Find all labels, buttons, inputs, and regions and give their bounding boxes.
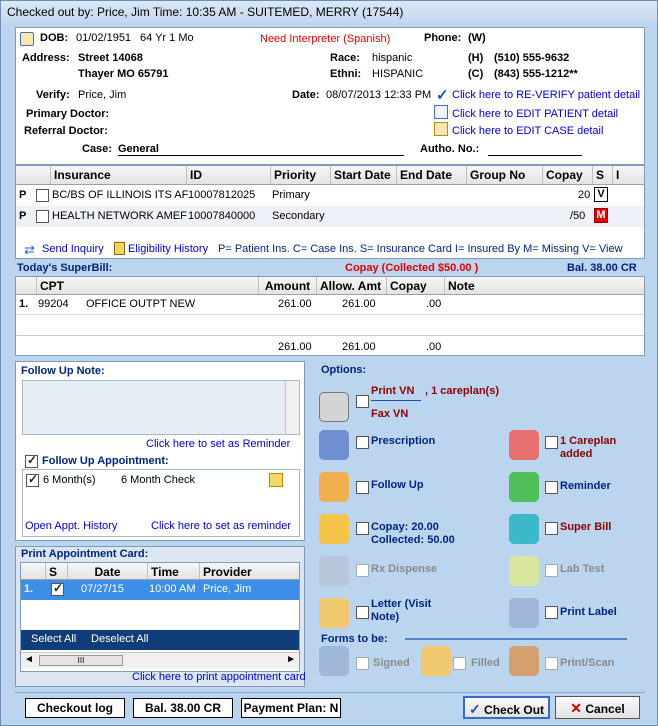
followup-note-scrollbar[interactable] [285, 381, 299, 434]
race-value: hispanic [372, 52, 413, 64]
open-appt-history-link[interactable]: Open Appt. History [25, 520, 118, 532]
footer-balance: Bal. 38.00 CR [133, 698, 233, 718]
race-label: Race: [330, 52, 360, 64]
insurance-priority: Secondary [272, 210, 325, 222]
print-card-panel [15, 546, 305, 687]
print-appointment-card-link[interactable]: Click here to print appointment card [132, 671, 306, 683]
insurance-card-view-badge[interactable]: V [594, 187, 608, 202]
fax-vn-label: Fax VN [371, 408, 409, 420]
letter-icon [319, 598, 349, 628]
follow-up-icon [319, 472, 349, 502]
scroll-thumb[interactable]: III [39, 655, 123, 666]
phone-label: Phone: [424, 32, 462, 44]
letter-label-line2: Note) [371, 611, 400, 623]
address-line2: Thayer MO 65791 [78, 68, 169, 80]
print-scan-label: Print/Scan [560, 657, 615, 669]
print-card-row-num: 1. [24, 583, 34, 595]
col-priority[interactable]: Priority [270, 166, 330, 184]
superbill-copay: Copay (Collected $50.00 ) [345, 262, 479, 274]
superbill-header [16, 277, 644, 295]
copay-collected: Collected: 50.00 [371, 534, 455, 546]
col-start-date[interactable]: Start Date [330, 166, 396, 184]
col-amount[interactable]: Amount [258, 277, 316, 294]
print-vn-label: Print VN [371, 385, 415, 397]
insurance-id: 10007812025 [188, 189, 256, 201]
dob-value: 01/02/1951 [76, 32, 132, 44]
forms-divider [405, 638, 627, 640]
edit-case-icon [434, 122, 448, 136]
col-superbill-copay[interactable]: Copay [386, 277, 444, 294]
insurance-panel [15, 165, 645, 259]
date-value: 08/07/2013 12:33 PM [326, 89, 432, 101]
age-value: 64 Yr 1 Mo [140, 32, 194, 44]
phone-c-value: (843) 555-1212** [494, 68, 578, 80]
patient-icon [20, 32, 34, 46]
phone-h-label: (H) [468, 52, 484, 64]
reminder-checkbox[interactable] [545, 481, 558, 494]
superbill-copay-value: .00 [426, 298, 442, 310]
phone-type: (W) [468, 32, 486, 44]
referral-doctor-label: Referral Doctor: [24, 125, 108, 137]
insurance-row-p: P [19, 210, 27, 222]
col-cpt[interactable]: CPT [36, 277, 258, 294]
check-out-label: Check Out [484, 703, 545, 717]
select-all-link[interactable]: Select All [31, 633, 77, 645]
col-card-date[interactable]: Date [67, 563, 147, 579]
insurance-row-checkbox[interactable] [36, 210, 49, 223]
vn-divider [371, 400, 421, 401]
print-card-hscrollbar[interactable] [21, 652, 299, 668]
print-card-provider: Price, Jim [203, 583, 252, 595]
followup-note-title: Follow Up Note: [21, 365, 105, 377]
cancel-label: Cancel [585, 702, 625, 716]
print-card-header [21, 563, 299, 580]
col-s[interactable]: S [592, 166, 612, 184]
superbill-title: Today's SuperBill: [17, 262, 113, 274]
insurance-card-missing-badge[interactable]: M [594, 208, 608, 223]
set-reminder-link[interactable]: Click here to set as Reminder [146, 438, 291, 450]
reverify-link[interactable]: Click here to RE-VERIFY patient detail [452, 89, 641, 101]
col-insurance[interactable]: Insurance [50, 166, 186, 184]
print-card-grid [20, 562, 300, 672]
prescription-checkbox[interactable] [356, 436, 369, 449]
follow-up-checkbox[interactable] [356, 481, 369, 494]
insurance-legend: P= Patient Ins. C= Case Ins. S= Insurance Card I= Insured By M= Missing V= View [218, 243, 623, 255]
prescription-icon [319, 430, 349, 460]
insurance-id: 10007840000 [188, 210, 256, 222]
col-card-provider[interactable]: Provider [199, 563, 299, 579]
superbill-desc: OFFICE OUTPT NEW [86, 298, 196, 310]
case-label: Case: [82, 143, 112, 155]
copay-icon [319, 514, 349, 544]
followup-desc: 6 Month Check [121, 474, 195, 486]
deselect-all-link[interactable]: Deselect All [91, 633, 149, 645]
interpreter-note: Need Interpreter (Spanish) [260, 33, 391, 45]
col-note[interactable]: Note [444, 277, 644, 294]
date-label: Date: [292, 89, 320, 101]
case-value[interactable]: General [118, 143, 404, 156]
followup-period: 6 Month(s) [43, 474, 96, 486]
insurance-name: HEALTH NETWORK AMEF [52, 210, 187, 222]
cancel-button[interactable] [555, 696, 640, 719]
print-scan-icon [509, 646, 539, 676]
checkout-log-button[interactable]: Checkout log [25, 698, 125, 718]
col-end-date[interactable]: End Date [396, 166, 466, 184]
super-bill-label: Super Bill [560, 521, 612, 533]
col-copay[interactable]: Copay [542, 166, 592, 184]
followup-note-textarea[interactable] [22, 380, 300, 435]
print-card-header-spacer [21, 563, 45, 579]
superbill-row[interactable] [16, 295, 644, 315]
primary-doctor-label: Primary Doctor: [26, 108, 110, 120]
print-card-row[interactable] [21, 580, 299, 600]
superbill-allow: 261.00 [342, 298, 376, 310]
filled-checkbox [453, 657, 466, 670]
careplans-count: , 1 careplan(s) [425, 385, 499, 397]
checkmark-icon: ✓ [436, 87, 449, 104]
address-label: Address: [22, 52, 70, 64]
col-id[interactable]: ID [186, 166, 270, 184]
rx-dispense-icon [319, 556, 349, 586]
reminder-label: Reminder [560, 480, 611, 492]
window-title: Checked out by: Price, Jim Time: 10:35 AM - SUITEMED, MERRY (17544) [1, 1, 657, 23]
eligibility-history-link[interactable]: Eligibility History [128, 243, 209, 255]
filled-icon [421, 646, 451, 676]
insurance-header-spacer [16, 166, 50, 184]
superbill-totals [16, 335, 644, 355]
select-bar [21, 630, 299, 650]
followup-appt-checkbox[interactable] [25, 455, 38, 468]
col-group-no[interactable]: Group No [466, 166, 542, 184]
lab-test-checkbox [545, 564, 558, 577]
calendar-icon[interactable] [269, 473, 283, 487]
verify-label: Verify: [36, 89, 70, 101]
edit-patient-icon [434, 105, 448, 119]
followup-period-checkbox[interactable] [26, 474, 39, 487]
signed-label: Signed [373, 657, 410, 669]
rx-dispense-checkbox [356, 564, 369, 577]
superbill-grid [15, 276, 645, 356]
superbill-total-amount: 261.00 [278, 341, 312, 353]
send-inquiry-icon: ⇄ [24, 242, 35, 257]
print-card-row-checkbox[interactable] [51, 583, 64, 596]
print-card-time: 10:00 AM [149, 583, 196, 595]
edit-patient-link[interactable]: Click here to EDIT PATIENT detail [452, 108, 619, 120]
insurance-row-checkbox[interactable] [36, 189, 49, 202]
careplan-added-line1: 1 Careplan [560, 435, 617, 447]
payment-plan-status: Payment Plan: N [241, 698, 341, 718]
options-title: Options: [321, 364, 367, 376]
insurance-copay: /50 [570, 210, 586, 222]
print-label-icon [509, 598, 539, 628]
lab-test-icon [509, 556, 539, 586]
set-appt-reminder-link[interactable]: Click here to set as reminder [151, 520, 291, 532]
print-card-title: Print Appointment Card: [21, 548, 149, 560]
phone-h-value: (510) 555-9632 [494, 52, 570, 64]
superbill-cpt: 99204 [38, 298, 69, 310]
ethni-value: HISPANIC [372, 68, 424, 80]
check-out-button[interactable] [463, 696, 550, 719]
address-line1: Street 14068 [78, 52, 143, 64]
insurance-priority: Primary [272, 189, 310, 201]
filled-label: Filled [471, 657, 500, 669]
superbill-total-copay: .00 [426, 341, 442, 353]
superbill-balance: Bal. 38.00 CR [567, 262, 637, 274]
insurance-copay: 20 [578, 189, 591, 201]
prescription-label: Prescription [371, 435, 436, 447]
print-label-label: Print Label [560, 606, 617, 618]
insurance-row[interactable] [16, 185, 644, 206]
followup-appt-box [22, 469, 300, 537]
col-card-s[interactable]: S [45, 563, 67, 579]
col-i[interactable]: I [612, 166, 644, 184]
careplan-added-line2: added [560, 448, 593, 460]
scroll-right-icon[interactable]: ► [286, 654, 296, 665]
verify-value: Price, Jim [78, 89, 127, 101]
col-card-time[interactable]: Time [147, 563, 199, 579]
edit-case-link[interactable]: Click here to EDIT CASE detail [452, 125, 604, 137]
careplan-icon [509, 430, 539, 460]
print-label-checkbox[interactable] [545, 606, 558, 619]
reminder-icon [509, 472, 539, 502]
super-bill-checkbox[interactable] [545, 522, 558, 535]
super-bill-icon [509, 514, 539, 544]
autho-field[interactable] [488, 155, 582, 156]
careplan-checkbox[interactable] [545, 436, 558, 449]
rx-dispense-label: Rx Dispense [371, 563, 438, 575]
letter-checkbox[interactable] [356, 606, 369, 619]
cancel-icon: ✕ [570, 700, 583, 716]
followup-panel [15, 361, 305, 541]
scroll-left-icon[interactable]: ◄ [24, 654, 34, 665]
superbill-row-num: 1. [19, 298, 29, 310]
print-card-date: 07/27/15 [81, 583, 124, 595]
superbill-amount: 261.00 [278, 298, 312, 310]
copay-amount: Copay: 20.00 [371, 521, 439, 533]
forms-title: Forms to be: [321, 633, 388, 645]
patient-panel [15, 27, 645, 165]
print-vn-checkbox[interactable] [356, 395, 369, 408]
send-inquiry-link[interactable]: Send Inquiry [42, 243, 104, 255]
superbill-total-allow: 261.00 [342, 341, 376, 353]
insurance-header [16, 166, 644, 185]
autho-label: Autho. No.: [420, 143, 480, 155]
superbill-header-spacer [16, 277, 36, 294]
col-allow-amt[interactable]: Allow. Amt [316, 277, 386, 294]
followup-appt-title: Follow Up Appointment: [42, 455, 169, 467]
lab-test-label: Lab Test [560, 563, 605, 575]
check-out-icon: ✓ [468, 701, 481, 717]
printer-icon [319, 392, 349, 422]
ethni-label: Ethni: [330, 68, 362, 80]
insurance-name: BC/BS OF ILLINOIS ITS AF [52, 189, 189, 201]
follow-up-label: Follow Up [371, 479, 424, 491]
eligibility-history-icon [114, 242, 125, 255]
signed-checkbox [356, 657, 369, 670]
phone-c-label: (C) [468, 68, 484, 80]
insurance-row[interactable] [16, 206, 644, 227]
dob-label: DOB: [40, 32, 69, 44]
signed-icon [319, 646, 349, 676]
insurance-row-p: P [19, 189, 27, 201]
print-scan-checkbox [545, 657, 558, 670]
copay-checkbox[interactable] [356, 522, 369, 535]
letter-label-line1: Letter (Visit [371, 598, 432, 610]
